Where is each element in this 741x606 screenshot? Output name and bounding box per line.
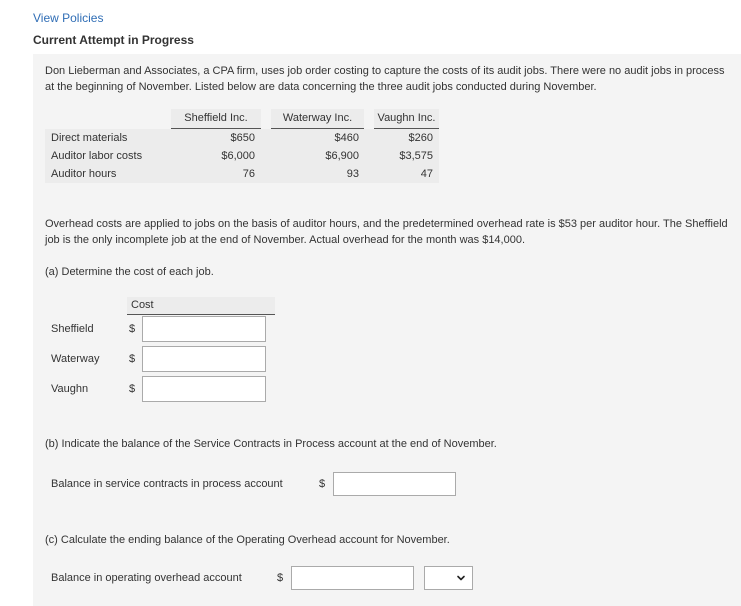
question-c: (c) Calculate the ending balance of the Operating Overhead account for November. [45,534,450,546]
waterway-cost-input[interactable] [142,346,266,372]
row-label: Waterway [51,353,100,365]
row-label: Sheffield [51,323,94,335]
dollar-sign: $ [129,353,136,365]
dollar-sign: $ [277,572,284,584]
chevron-down-icon [456,573,466,583]
cell-value: $260 [408,132,433,144]
dollar-sign: $ [129,383,136,395]
cell-value: $6,900 [325,150,359,162]
cell-value: 47 [420,168,433,180]
table-row [45,147,439,165]
operating-overhead-balance-label: Balance in operating overhead account [51,572,242,584]
problem-intro: Don Lieberman and Associates, a CPA firm, uses job order costing to capture the costs of its audit jobs. There were no audit jobs in process at the beginning of November. Listed below are data concerning the three audit jobs conducted during November. [45,65,725,93]
question-panel [33,54,741,606]
dollar-sign: $ [129,323,136,335]
cost-column-header: Cost [127,297,275,315]
cost-row-waterway [45,346,275,372]
service-contracts-balance-label: Balance in service contracts in process account [51,478,283,490]
cell-value: 93 [346,168,359,180]
cost-row-vaughn [45,376,275,402]
cell-value: $650 [230,132,255,144]
table-header-vaughn: Vaughn Inc. [374,109,439,129]
table-header-waterway: Waterway Inc. [271,109,364,129]
cell-value: $460 [334,132,359,144]
overhead-balance-type-select[interactable] [424,566,473,590]
overhead-text: Overhead costs are applied to jobs on the basis of auditor hours, and the predetermined overhead rate is $53 per auditor hour. The Sheffield job is the only incomplete job at the end of November. Actual overhead for the month was $14,000. [45,218,728,246]
row-label: Direct materials [51,132,128,144]
cell-value: 76 [242,168,255,180]
view-policies-link[interactable]: View Policies [33,11,104,25]
operating-overhead-balance-input[interactable] [291,566,414,590]
vaughn-cost-input[interactable] [142,376,266,402]
dollar-sign: $ [319,478,326,490]
attempt-status: Current Attempt in Progress [33,33,194,47]
cost-row-sheffield [45,316,275,342]
row-label: Auditor hours [51,168,117,180]
sheffield-cost-input[interactable] [142,316,266,342]
question-a: (a) Determine the cost of each job. [45,266,214,278]
table-header-sheffield: Sheffield Inc. [171,109,261,129]
service-contracts-balance-input[interactable] [333,472,456,496]
table-row [45,165,439,183]
question-b: (b) Indicate the balance of the Service Contracts in Process account at the end of November. [45,438,497,450]
cell-value: $6,000 [221,150,255,162]
row-label: Vaughn [51,383,89,395]
cell-value: $3,575 [399,150,433,162]
row-label: Auditor labor costs [51,150,143,162]
table-row [45,129,439,147]
